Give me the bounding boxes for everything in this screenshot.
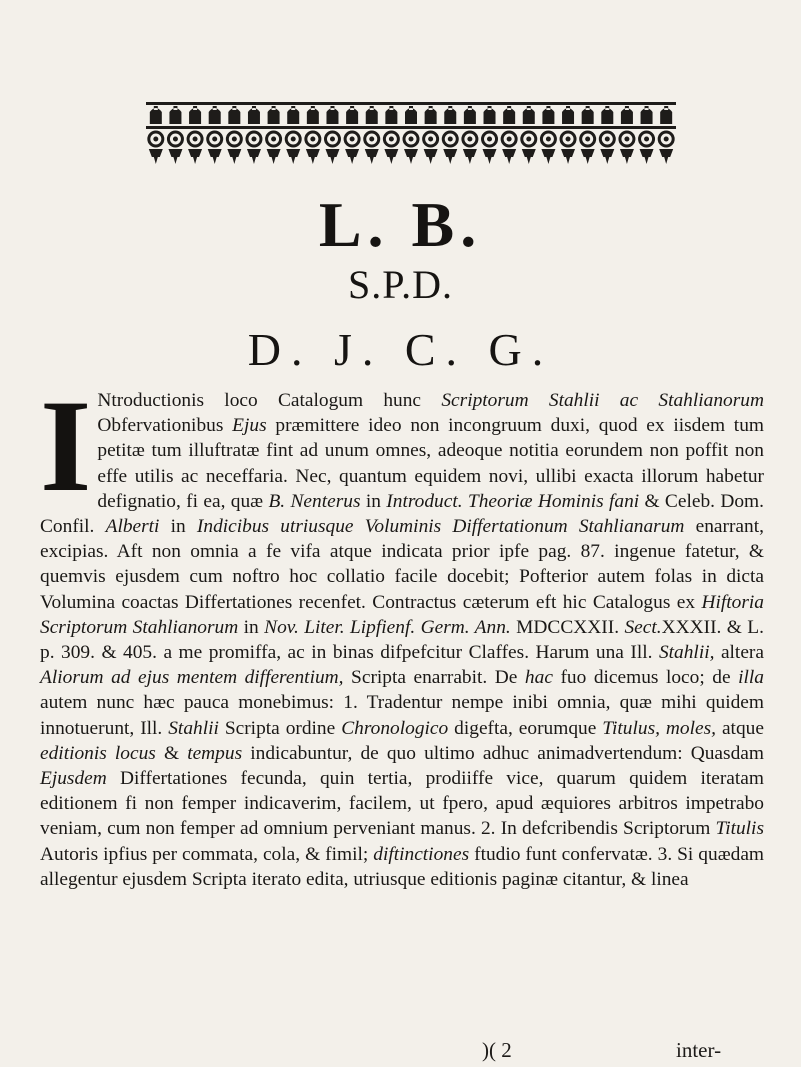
fleuron-rosette-center (330, 137, 335, 142)
fleuron-rosette-center (526, 137, 531, 142)
fleuron-pendant (483, 149, 497, 164)
fleuron-pendant (247, 149, 261, 164)
fleuron-sprig (346, 106, 358, 124)
fleuron-rosette-center (546, 137, 551, 142)
fleuron-sprig (601, 106, 613, 124)
fleuron-pendant (659, 149, 673, 164)
fleuron-pendant (561, 149, 575, 164)
signature-mark: )( 2 (482, 1038, 512, 1062)
fleuron-pendant (404, 149, 418, 164)
fleuron-sprig (287, 106, 299, 124)
fleuron-rosette-center (232, 137, 237, 142)
fleuron-sprig (405, 106, 417, 124)
fleuron-pendant (365, 149, 379, 164)
header-dedication: D. J. C. G. (247, 324, 554, 375)
fleuron-sprig (228, 106, 240, 124)
fleuron-pendant (286, 149, 300, 164)
fleuron-pendant (149, 149, 163, 164)
fleuron-sprig (503, 106, 515, 124)
fleuron-sprig (582, 106, 594, 124)
fleuron-rosette-center (310, 137, 315, 142)
fleuron-rosette-center (153, 137, 158, 142)
fleuron-pendant (188, 149, 202, 164)
fleuron-rosette-center (291, 137, 296, 142)
fleuron-pendant (306, 149, 320, 164)
main-paragraph: I Ntroductionis loco Catalogum hunc Scriptorum Stahlii ac Stahlianorum Obfervationibus Ejus præmittere ideo non incongruum duxi, quod ex iisdem tum petitæ tum illuftratæ fint ad unum omnes, adeoque notitia eorundem non poffit non effe utilis ac neceffaria. Nec, quantum equidem novi, ullibi exacta illorum habetur defignatio, fi ea, quæ B. Nenterus in Introduct. Theoriæ Hominis fani & Celeb. Dom. Confil. Alberti in Indicibus utriusque Voluminis Differtationum Stahlianarum enarrant, excipias. Aft non omnia a fe vifa atque indicata prior ipfe pag. 87. ingenue fatetur, & quemvis ejusdem cum noftro hoc collatio facile docebit; Pofterior autem folas in dicta Volumina coactas Differtationes recenfet. Contractus cæterum eft hic Catalogus ex Hiftoria Scriptorum Stahlianorum in Nov. Liter. Lipfienf. Germ. Ann. MDCCXXII. Sect.XXXII. & L. p. 309. & 405. a me promiffa, ac in binas difpefcitur Claffes. Harum una Ill. Stahlii, altera Aliorum ad ejus mentem differentium, Scripta enarrabit. De hac fuo dicemus loco; de illa autem nunc hæc pauca monebimus: 1. Tradentur nempe inibi omnia, quæ mihi quidem innotuerunt, Ill. Stahlii Scripta ordine Chronologico digefta, eorumque Titulus, moles, atque editionis locus & tempus indicabuntur, de quo ultimo adhuc animadvertendum: Quasdam Ejusdem Differtationes fecunda, quin tertia, prodiiffe vice, quarum quidem iteratam editionem fi non femper indicaverim, facilem, ut fpero, apud æquiores arbitros impetrabo veniam, cum non femper ad omnium perveniant manus. 2. In defcribendis Scriptorum Titulis Autoris ipfius per commata, cola, & fimil; diftinctiones ftudio funt confervatæ. 3. Si quædam allegentur ejusdem Scripta iterato edita, utriusque editionis paginæ citantur, & linea (40, 372, 765, 890)
fleuron-rosette-center (271, 137, 276, 142)
fleuron-sprig (621, 106, 633, 124)
fleuron-pendant (227, 149, 241, 164)
fleuron-rosette-center (369, 137, 374, 142)
fleuron-rosette-center (212, 137, 217, 142)
fleuron-row-2 (149, 132, 673, 146)
fleuron-rosette-center (566, 137, 571, 142)
fleuron-sprig (641, 106, 653, 124)
fleuron-pendant (541, 149, 555, 164)
fleuron-sprig (248, 106, 260, 124)
fleuron-sprig (307, 106, 319, 124)
fleuron-sprig (542, 106, 554, 124)
fleuron-sprig (484, 106, 496, 124)
fleuron-rosette-center (605, 137, 610, 142)
fleuron-pendant (581, 149, 595, 164)
fleuron-rosette-center (644, 137, 649, 142)
fleuron-pendant (424, 149, 438, 164)
fleuron-rosette-center (251, 137, 256, 142)
fleuron-sprig (444, 106, 456, 124)
fleuron-rosette-center (350, 137, 355, 142)
ornament-band (146, 100, 676, 166)
fleuron-pendant (345, 149, 359, 164)
fleuron-pendant (502, 149, 516, 164)
fleuron-rosette-center (507, 137, 512, 142)
fleuron-row-3 (149, 149, 673, 164)
fleuron-pendant (208, 149, 222, 164)
fleuron-sprig (464, 106, 476, 124)
fleuron-sprig (169, 106, 181, 124)
fleuron-pendant (522, 149, 536, 164)
fleuron-rosette-center (664, 137, 669, 142)
fleuron-rosette-center (193, 137, 198, 142)
fleuron-sprig (268, 106, 280, 124)
header-salutation: S.P.D. (348, 262, 453, 307)
fleuron-sprig (366, 106, 378, 124)
fleuron-pendant (640, 149, 654, 164)
fleuron-pendant (620, 149, 634, 164)
fleuron-sprig (209, 106, 221, 124)
fleuron-rosette-center (428, 137, 433, 142)
fleuron-sprig (660, 106, 672, 124)
fleuron-sprig (326, 106, 338, 124)
fleuron-pendant (325, 149, 339, 164)
fleuron-sprig (150, 106, 162, 124)
fleuron-pendant (384, 149, 398, 164)
fleuron-pendant (600, 149, 614, 164)
fleuron-rosette-center (467, 137, 472, 142)
fleuron-pendant (443, 149, 457, 164)
catchword: inter- (676, 1038, 722, 1062)
fleuron-sprig (189, 106, 201, 124)
fleuron-rosette-center (585, 137, 590, 142)
fleuron-row-1 (150, 106, 672, 124)
fleuron-rosette-center (173, 137, 178, 142)
fleuron-rosette-center (624, 137, 629, 142)
fleuron-rosette-center (487, 137, 492, 142)
fleuron-pendant (267, 149, 281, 164)
fleuron-rosette-center (389, 137, 394, 142)
fleuron-pendant (168, 149, 182, 164)
fleuron-sprig (562, 106, 574, 124)
fleuron-rosette-center (409, 137, 414, 142)
drop-cap: I (40, 372, 92, 519)
fleuron-rosette-center (448, 137, 453, 142)
fleuron-pendant (463, 149, 477, 164)
fleuron-sprig (425, 106, 437, 124)
header-initials: L. B. (318, 189, 483, 260)
fleuron-sprig (523, 106, 535, 124)
fleuron-sprig (385, 106, 397, 124)
